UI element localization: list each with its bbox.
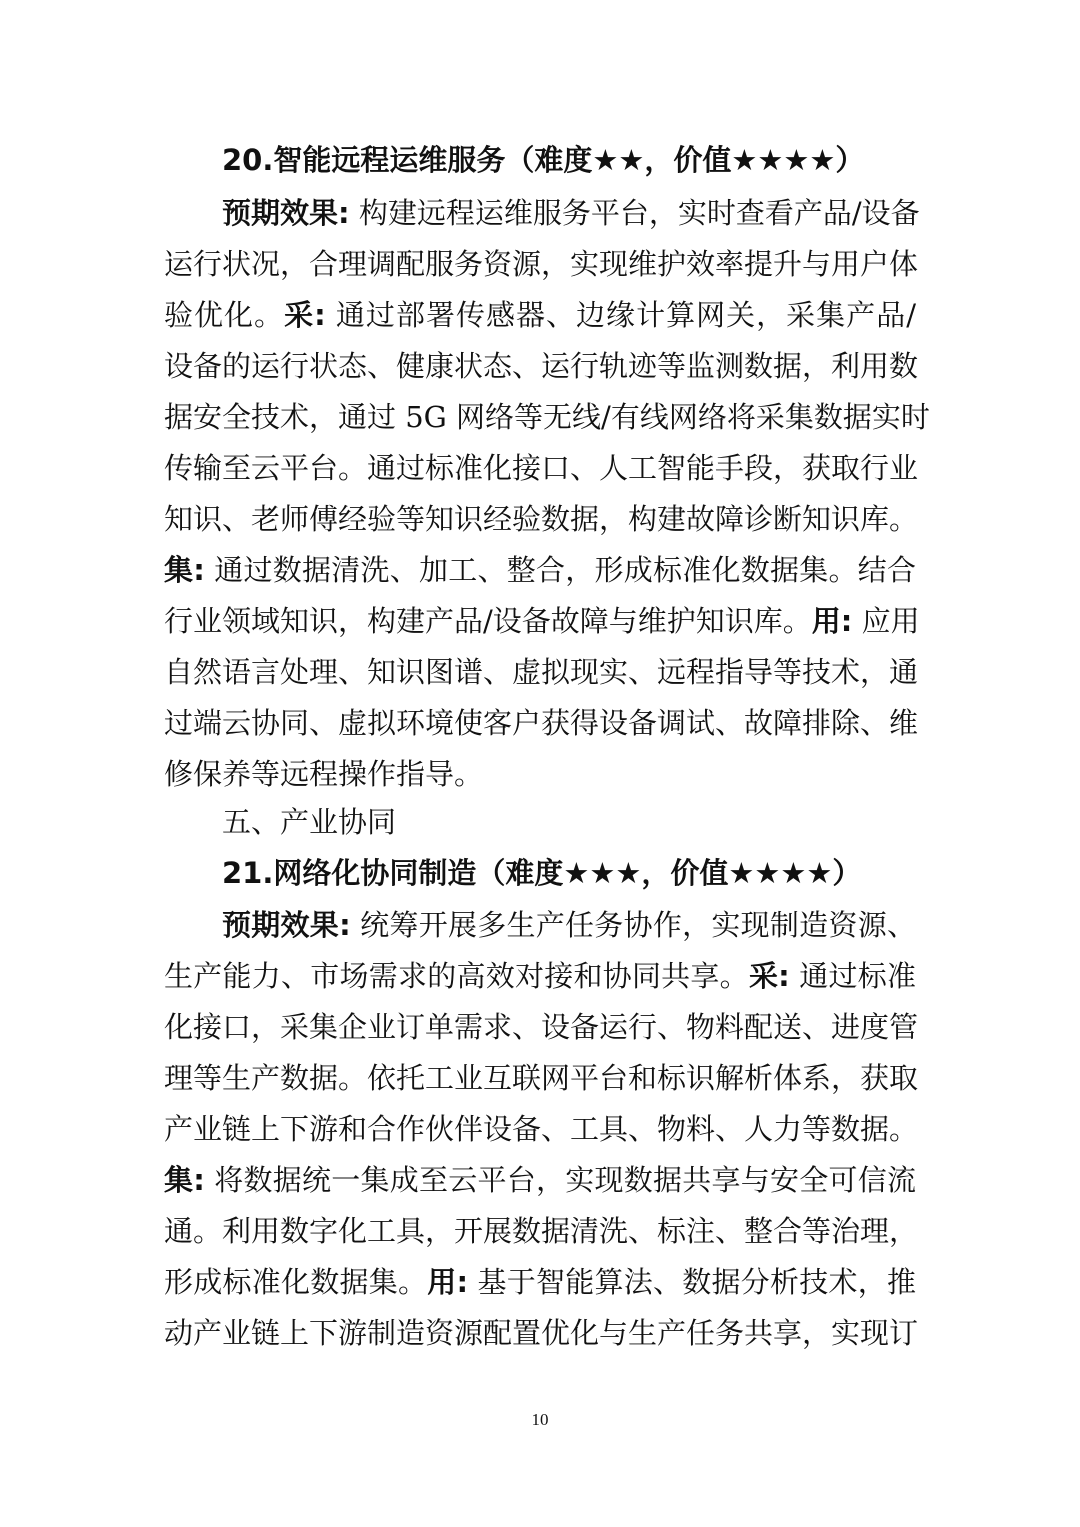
paragraph-line: 设备的运行状态、健康状态、运行轨迹等监测数据，利用数: [164, 349, 919, 383]
paragraph-line: 产业链上下游和合作伙伴设备、工具、物料、人力等数据。: [164, 1112, 919, 1146]
inline-label-apply: 用:: [427, 1265, 469, 1299]
paragraph-line: 理等生产数据。依托工业互联网平台和标识解析体系，获取: [164, 1061, 919, 1095]
paragraph-line: 验优化。采: 通过部署传感器、边缘计算网关，采集产品/: [164, 298, 916, 332]
paragraph-line: 形成标准化数据集。用: 基于智能算法、数据分析技术，推: [164, 1265, 916, 1299]
paragraph-line: 自然语言处理、知识图谱、虚拟现实、远程指导等技术，通: [164, 655, 919, 689]
section-heading-21: 21.网络化协同制造（难度★★★，价值★★★★）: [222, 856, 862, 890]
paragraph-line: 生产能力、市场需求的高效对接和协同共享。采: 通过标准: [164, 959, 916, 993]
inline-label-aggregate: 集:: [164, 1163, 205, 1197]
inline-label-apply: 用:: [811, 604, 853, 638]
page-number: 10: [531, 1410, 549, 1429]
paragraph-line: 预期效果: 构建远程运维服务平台，实时查看产品/设备: [222, 196, 920, 230]
paragraph-line: 行业领域知识，构建产品/设备故障与维护知识库。用: 应用: [164, 604, 920, 638]
paragraph-line: 集: 将数据统一集成至云平台，实现数据共享与安全可信流: [164, 1163, 916, 1197]
paragraph-line: 动产业链上下游制造资源配置优化与生产任务共享，实现订: [164, 1316, 919, 1350]
paragraph-line: 预期效果: 统筹开展多生产任务协作，实现制造资源、: [222, 908, 916, 942]
paragraph-line: 据安全技术，通过 5G 网络等无线/有线网络将采集数据实时: [164, 400, 930, 434]
paragraph-line: 传输至云平台。通过标准化接口、人工智能手段，获取行业: [164, 451, 919, 485]
paragraph-line: 知识、老师傅经验等知识经验数据，构建故障诊断知识库。: [164, 502, 919, 536]
paragraph-line: 集: 通过数据清洗、加工、整合，形成标准化数据集。结合: [164, 553, 916, 587]
inline-label-aggregate: 集:: [164, 553, 205, 587]
inline-label-expected-effect: 预期效果:: [222, 196, 350, 230]
inline-label-collect: 采:: [748, 959, 790, 993]
paragraph-line: 修保养等远程操作指导。: [164, 757, 484, 791]
inline-label-expected-effect: 预期效果:: [222, 908, 351, 942]
paragraph-line: 运行状况，合理调配服务资源，实现维护效率提升与用户体: [164, 247, 919, 281]
paragraph-line: 化接口，采集企业订单需求、设备运行、物料配送、进度管: [164, 1010, 919, 1044]
paragraph-line: 通。利用数字化工具，开展数据清洗、标注、整合等治理，: [164, 1214, 919, 1248]
chapter-heading: 五、产业协同: [222, 805, 397, 839]
section-heading-20: 20.智能远程运维服务（难度★★，价值★★★★）: [222, 143, 865, 177]
paragraph-line: 过端云协同、虚拟环境使客户获得设备调试、故障排除、维: [164, 706, 919, 740]
inline-label-collect: 采:: [284, 298, 326, 332]
